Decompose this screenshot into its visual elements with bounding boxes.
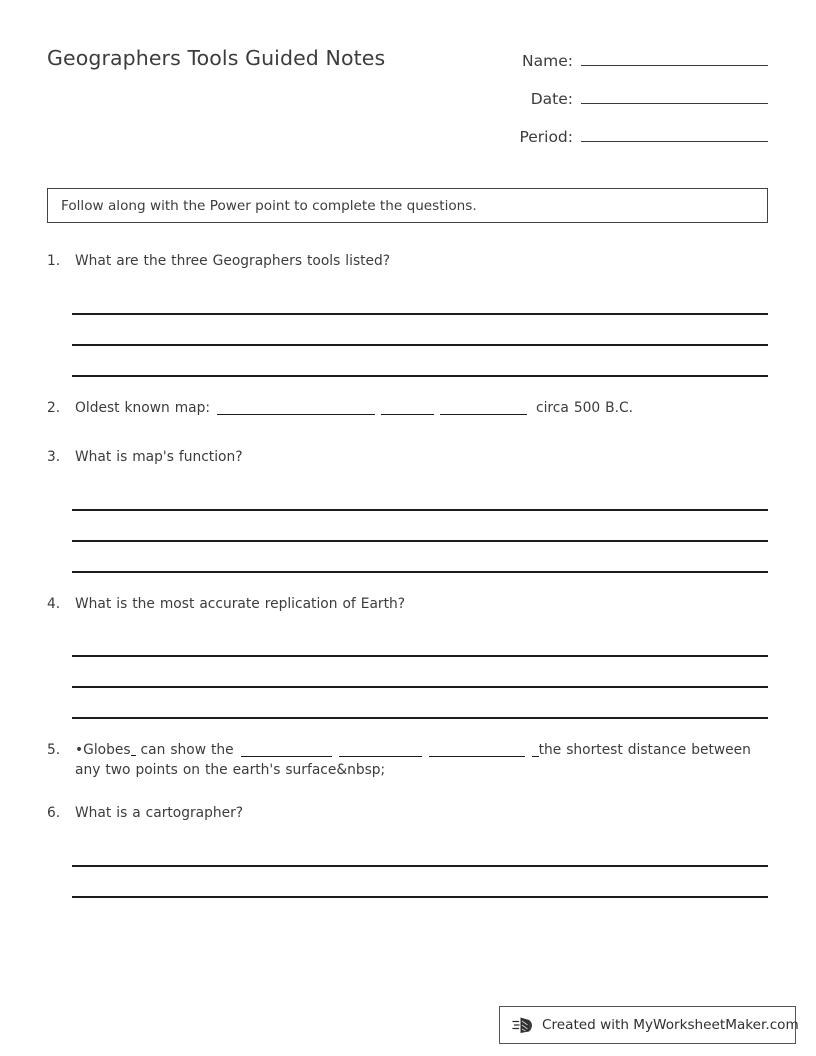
answer-line[interactable] (72, 315, 768, 346)
student-info-block (493, 48, 768, 162)
name-field-input[interactable] (581, 48, 768, 66)
instruction-box (47, 188, 768, 223)
question-4-number: 4. (47, 595, 61, 612)
page-title: Geographers Tools Guided Notes (47, 46, 386, 70)
question-item-1 (47, 252, 768, 377)
answer-line[interactable] (72, 657, 768, 688)
question-2-blank-3[interactable] (440, 401, 527, 415)
question-5-blank-4[interactable] (532, 743, 539, 757)
question-item-6 (47, 804, 768, 898)
question-5-blank-1[interactable] (241, 743, 332, 757)
answer-line[interactable] (72, 480, 768, 511)
period-field-row (493, 124, 768, 162)
answer-line[interactable] (72, 688, 768, 719)
question-item-5 (47, 741, 768, 780)
question-5-text (75, 741, 768, 780)
period-field-input[interactable] (581, 124, 768, 142)
name-field-label: Name: (522, 52, 573, 70)
name-field-row (493, 48, 768, 86)
question-5-head (47, 741, 768, 780)
answer-line[interactable] (72, 542, 768, 573)
question-item-3 (47, 448, 768, 573)
question-5-text-after: the shortest distance between any two points on the earth's surface&nbsp; (75, 742, 751, 778)
question-2-text-before: Oldest known map: (75, 399, 211, 416)
question-2-head (47, 399, 768, 419)
question-3-head (47, 448, 768, 468)
question-3-answer-area (72, 480, 768, 573)
instruction-text: Follow along with the Power point to complete the questions. (61, 197, 477, 214)
period-field-label: Period: (519, 128, 573, 146)
question-1-number: 1. (47, 253, 61, 269)
footer-attribution-badge[interactable] (499, 1006, 799, 1044)
question-5-text-before: •Globes (75, 742, 131, 758)
date-field-row (493, 86, 768, 124)
question-2-text-after: circa 500 B.C. (536, 399, 634, 416)
question-2-text (75, 399, 768, 419)
question-4-answer-area (72, 626, 768, 719)
question-6-head (47, 804, 768, 824)
question-5-blank-3[interactable] (429, 743, 525, 757)
worksheet-maker-logo-icon (512, 1013, 536, 1037)
question-5-blank-2[interactable] (339, 743, 422, 757)
answer-line[interactable] (72, 346, 768, 377)
question-4-text: What is the most accurate replication of Earth? (75, 595, 406, 612)
question-item-2 (47, 399, 768, 419)
question-6-answer-area (72, 836, 768, 898)
question-6-text: What is a cartographer? (75, 805, 244, 821)
question-2-blank-2[interactable] (381, 401, 434, 415)
question-5-number: 5. (47, 742, 61, 758)
question-5-inline-underscore[interactable] (131, 744, 136, 756)
question-item-4 (47, 595, 768, 720)
question-3-text: What is map's function? (75, 449, 243, 465)
question-3-number: 3. (47, 449, 61, 465)
answer-line[interactable] (72, 626, 768, 657)
question-1-head (47, 252, 768, 272)
question-5-text-mid: can show the (140, 742, 234, 758)
question-1-text: What are the three Geographers tools listed? (75, 253, 391, 269)
answer-line[interactable] (72, 867, 768, 898)
answer-line[interactable] (72, 511, 768, 542)
answer-line[interactable] (72, 284, 768, 315)
question-6-number: 6. (47, 805, 61, 821)
question-2-blank-1[interactable] (217, 401, 375, 415)
date-field-label: Date: (530, 90, 573, 108)
question-1-answer-area (72, 284, 768, 377)
question-2-number: 2. (47, 399, 61, 416)
answer-line[interactable] (72, 836, 768, 867)
question-4-head (47, 595, 768, 615)
questions-list (47, 252, 768, 898)
footer-attribution-text: Created with MyWorksheetMaker.com (542, 1017, 799, 1033)
date-field-input[interactable] (581, 86, 768, 104)
